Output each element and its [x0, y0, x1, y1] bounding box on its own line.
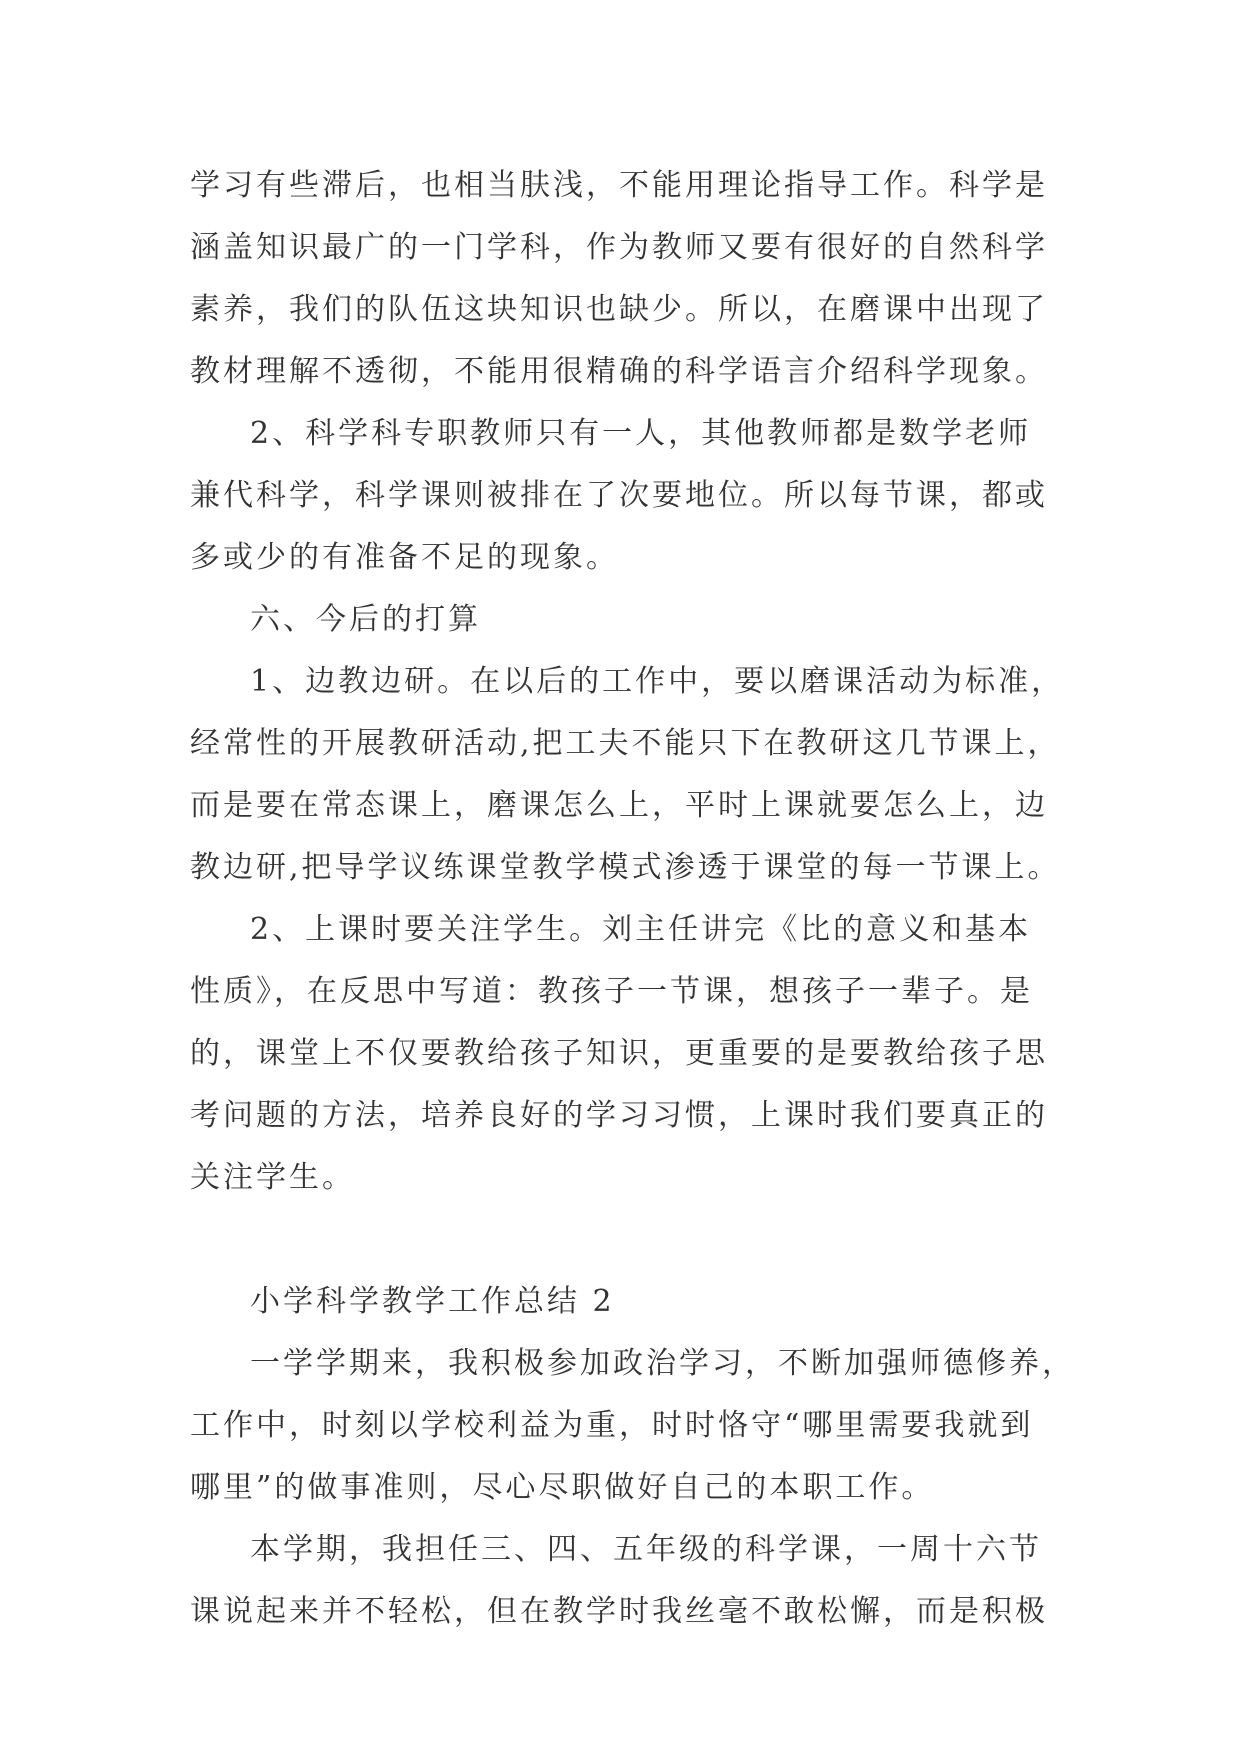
paragraph-gap [190, 1209, 1070, 1271]
text-line: 涵盖知识最广的一门学科，作为教师又要有很好的自然科学 [190, 230, 1048, 265]
text-line: 本学期，我担任三、四、五年级的科学课，一周十六节 [250, 1532, 1042, 1567]
text-line: 考问题的方法，培养良好的学习习惯，上课时我们要真正的 [190, 1098, 1048, 1133]
text-line: 经常性的开展教研活动,把工夫不能只下在教研这几节课上， [190, 726, 1061, 761]
text-line: 兼代科学，科学课则被排在了次要地位。所以每节课，都或 [190, 478, 1048, 513]
text-line: 而是要在常态课上，磨课怎么上，平时上课就要怎么上，边 [190, 788, 1048, 823]
text-line: 课说起来并不轻松，但在教学时我丝毫不敢松懈，而是积极 [190, 1594, 1048, 1629]
text-line: 1、边教边研。在以后的工作中，要以磨课活动为标准， [250, 664, 1065, 699]
section-title: 小学科学教学工作总结 2 [250, 1284, 615, 1319]
text-line: 性质》，在反思中写道：教孩子一节课，想孩子一辈子。是 [190, 974, 1033, 1009]
text-line: 学习有些滞后，也相当肤浅，不能用理论指导工作。科学是 [190, 168, 1048, 203]
text-line: 一学学期来，我积极参加政治学习，不断加强师德修养， [250, 1346, 1075, 1381]
section-heading: 六、今后的打算 [250, 602, 481, 637]
text-line: 2、上课时要关注学生。刘主任讲完《比的意义和基本 [250, 912, 1032, 947]
text-line: 教材理解不透彻，不能用很精确的科学语言介绍科学现象。 [190, 354, 1048, 389]
document-body [190, 155, 1075, 1643]
text-line: 教边研,把导学议练课堂教学模式渗透于课堂的每一节课上。 [190, 850, 1061, 885]
text-line: 素养，我们的队伍这块知识也缺少。所以，在磨课中出现了 [190, 292, 1048, 327]
text-line: 的，课堂上不仅要教给孩子知识，更重要的是要教给孩子思 [190, 1036, 1048, 1071]
text-line: 工作中，时刻以学校利益为重，时时恪守“哪里需要我就到 [190, 1408, 1034, 1443]
text-line: 关注学生。 [190, 1160, 355, 1195]
text-line: 哪里”的做事准则，尽心尽职做好自己的本职工作。 [190, 1470, 935, 1505]
text-line: 2、科学科专职教师只有一人，其他教师都是数学老师 [250, 416, 1032, 451]
text-line: 多或少的有准备不足的现象。 [190, 540, 619, 575]
